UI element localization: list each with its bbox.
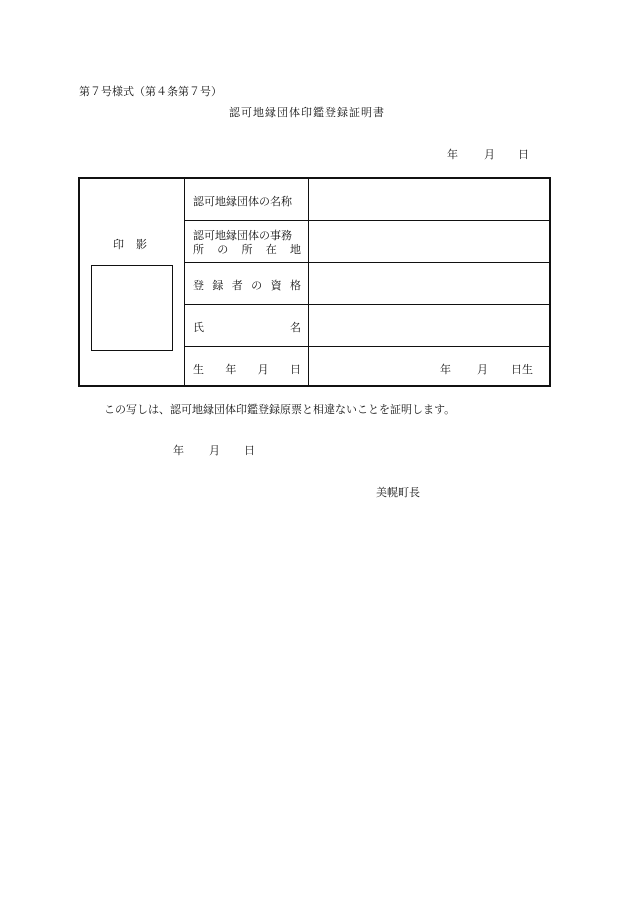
form-number: 第７号様式（第４条第７号）	[79, 85, 222, 98]
issue-year-label: 年	[447, 148, 458, 161]
issue-date	[447, 146, 529, 162]
full-name-value	[309, 305, 551, 346]
label-char: の	[251, 279, 263, 292]
row-office-address	[185, 221, 551, 263]
issue-day-label: 日	[518, 148, 529, 161]
row-label-cell	[185, 263, 309, 304]
row-full-name	[185, 305, 551, 347]
label-char: 月	[257, 363, 269, 376]
label-char: 資	[270, 279, 282, 292]
issue-month-label: 月	[484, 148, 495, 161]
birth-day-label: 日生	[511, 363, 533, 376]
group-name-value	[309, 179, 551, 220]
birth-date-label	[193, 361, 301, 377]
issuer-name: 美幌町長	[376, 486, 420, 499]
label-char: 登	[193, 279, 204, 292]
birth-month-label: 月	[477, 363, 488, 376]
seal-label: 印影	[113, 238, 159, 251]
label-char: 日	[289, 363, 301, 376]
label-char: 年	[225, 363, 237, 376]
certification-statement: この写しは、認可地縁団体印鑑登録原票と相違ないことを証明します。	[104, 403, 456, 416]
document-title: 認可地縁団体印鑑登録証明書	[229, 106, 385, 119]
birth-date-value	[309, 347, 551, 385]
office-address-value	[309, 221, 551, 262]
label-char: 地	[290, 243, 301, 256]
label-char: 格	[289, 279, 301, 292]
office-address-label	[193, 229, 301, 257]
label-char: 氏	[193, 321, 204, 334]
certify-day-label: 日	[244, 444, 255, 457]
registrant-qualification-value	[309, 263, 551, 304]
office-address-label-line2	[193, 243, 301, 257]
registrant-qualification-label	[193, 277, 301, 293]
group-name-label: 認可地縁団体の名称	[193, 195, 292, 208]
row-label-cell	[185, 305, 309, 346]
row-label-cell	[185, 347, 309, 385]
certificate-table	[78, 177, 551, 387]
label-char: 生	[193, 363, 204, 376]
full-name-label	[193, 319, 301, 335]
row-group-name	[185, 179, 551, 221]
row-registrant-qualification	[185, 263, 551, 305]
label-char: 所	[193, 243, 204, 256]
row-label-cell	[185, 179, 309, 220]
label-char: 所	[241, 243, 253, 256]
seal-impression-box	[91, 265, 173, 351]
row-label-cell	[185, 221, 309, 262]
birth-date-fields	[440, 361, 533, 377]
certify-month-label: 月	[209, 444, 220, 457]
label-char: 在	[265, 243, 277, 256]
seal-column	[80, 179, 185, 385]
office-address-label-line1: 認可地縁団体の事務	[193, 229, 292, 242]
label-char: 録	[212, 279, 224, 292]
label-char: 名	[290, 321, 301, 334]
birth-year-label: 年	[440, 363, 451, 376]
label-char: の	[217, 243, 229, 256]
certify-date	[173, 442, 255, 458]
certify-year-label: 年	[173, 444, 184, 457]
label-char: 者	[231, 279, 243, 292]
row-birth-date	[185, 347, 551, 385]
